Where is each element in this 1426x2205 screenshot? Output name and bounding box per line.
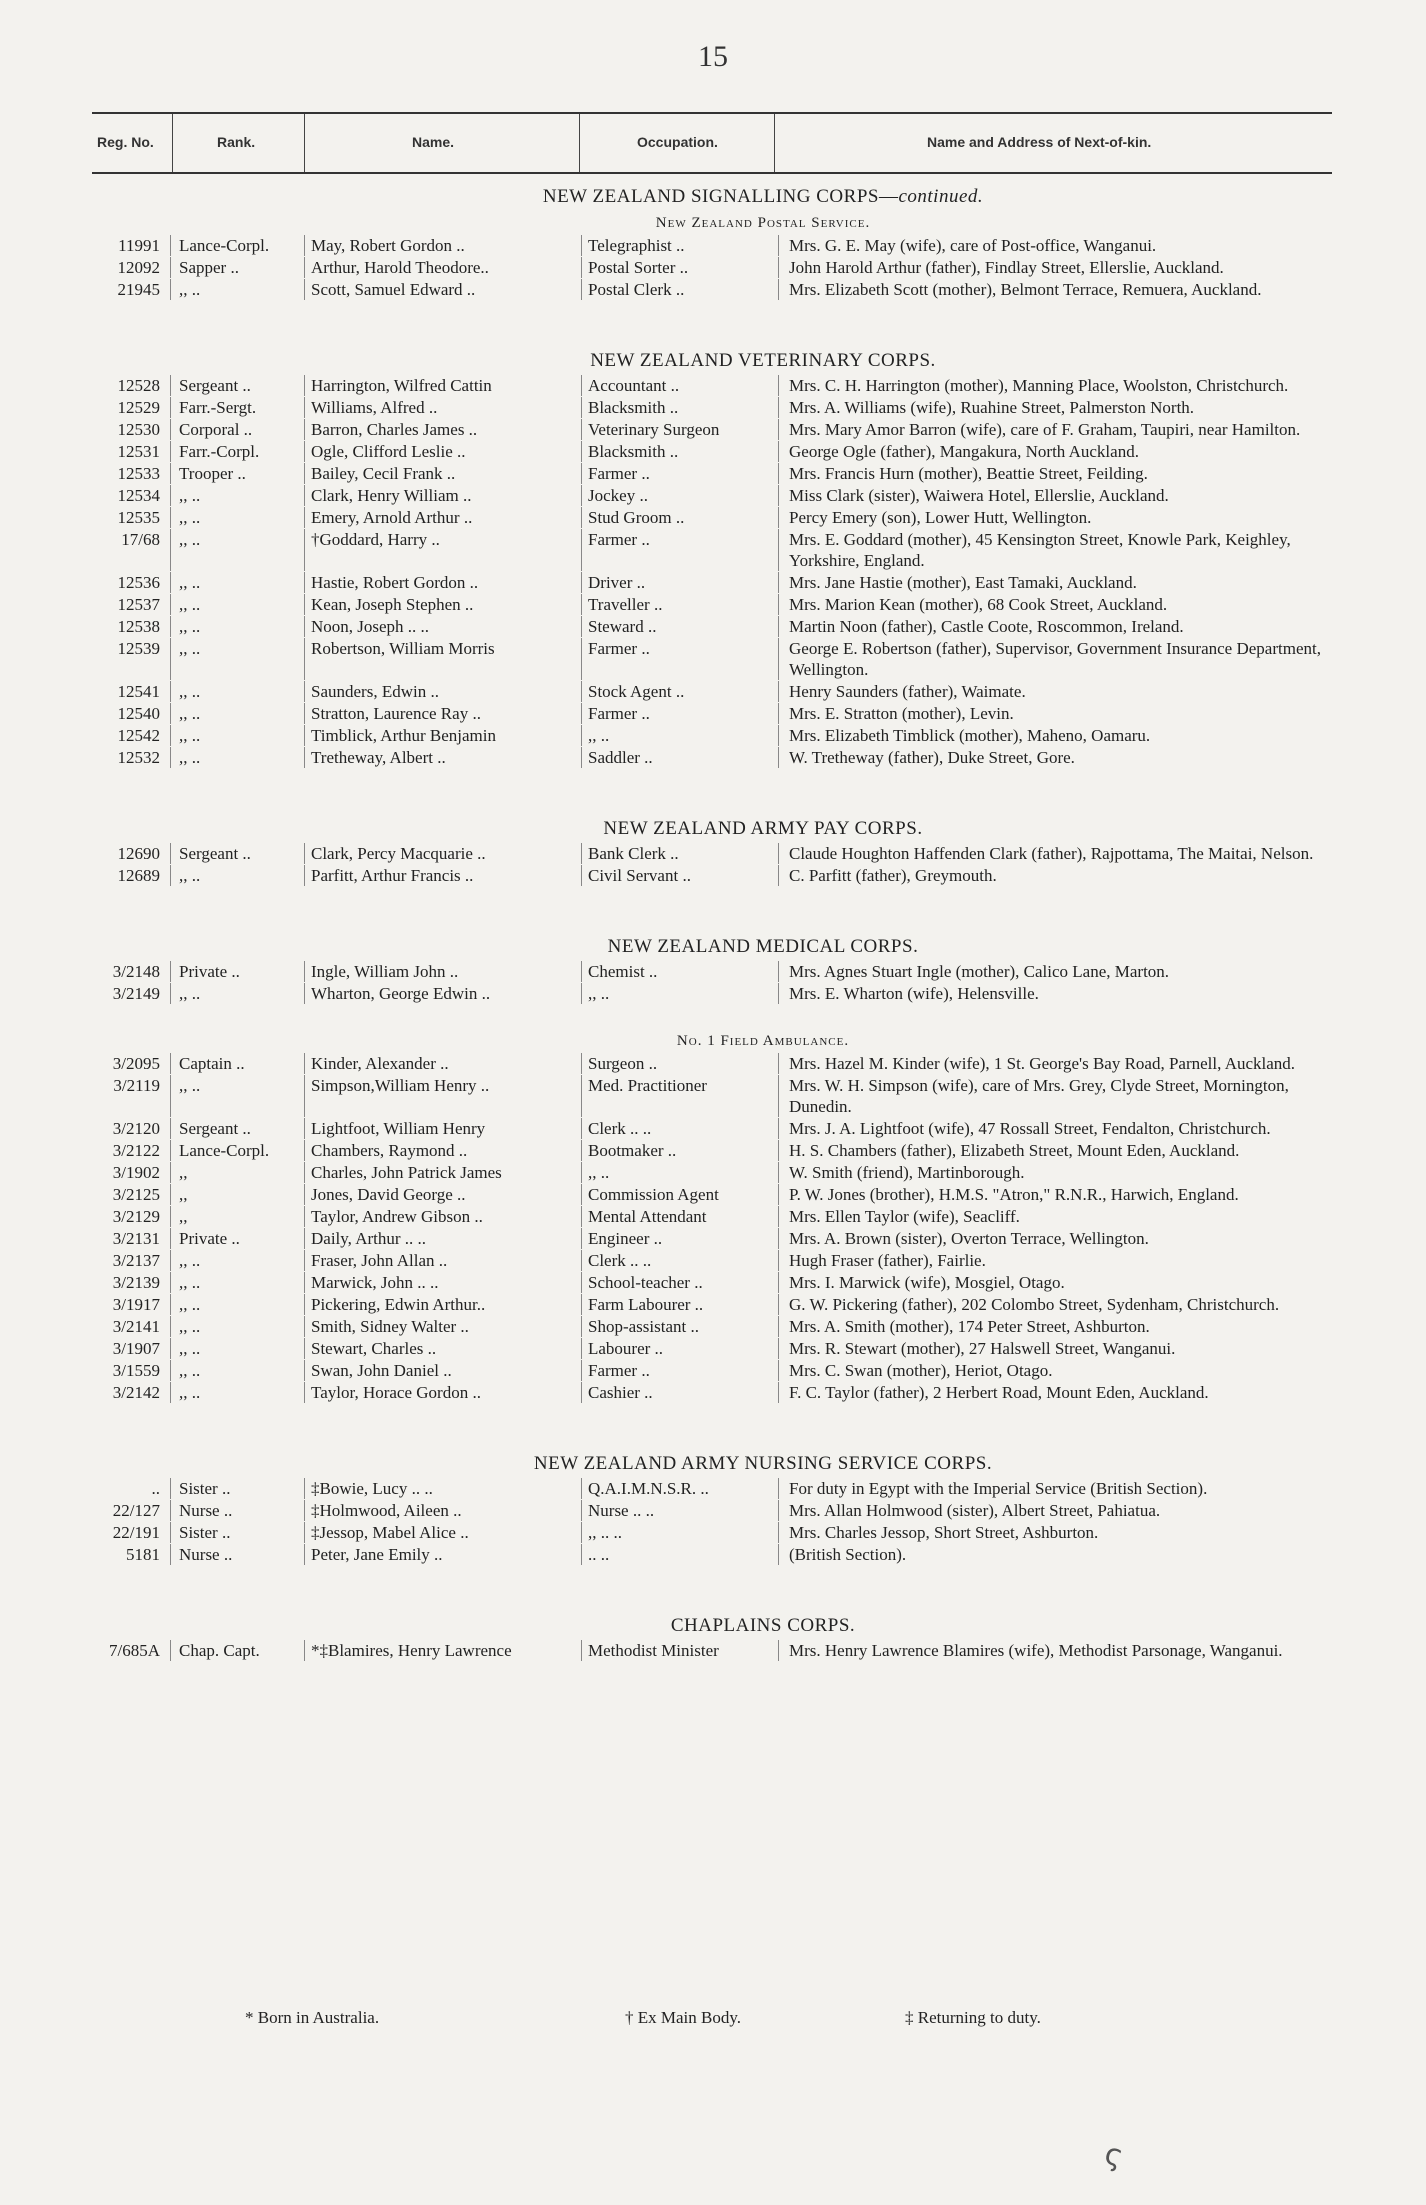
occupation: Stud Groom .. bbox=[581, 507, 778, 528]
rank: Lance-Corpl. bbox=[170, 235, 304, 256]
soldier-name: Lightfoot, William Henry bbox=[304, 1118, 581, 1139]
table-row bbox=[0, 279, 1426, 301]
footnote-returning: ‡ Returning to duty. bbox=[905, 2008, 1041, 2027]
reg-number: 3/2141 bbox=[112, 1317, 160, 1336]
reg-number: 3/2148 bbox=[112, 962, 160, 981]
reg-number: 12537 bbox=[117, 595, 160, 614]
reg-number: 11991 bbox=[118, 236, 160, 255]
rank: Captain .. bbox=[170, 1053, 304, 1074]
next-of-kin: Miss Clark (sister), Waiwera Hotel, Ellerslie, Auckland. bbox=[778, 485, 1354, 506]
occupation: Clerk .. .. bbox=[581, 1250, 778, 1271]
table-row bbox=[0, 529, 1426, 572]
next-of-kin: Mrs. E. Stratton (mother), Levin. bbox=[778, 703, 1354, 724]
soldier-name: Stewart, Charles .. bbox=[304, 1338, 581, 1359]
occupation: Jockey .. bbox=[581, 485, 778, 506]
reg-number: 22/191 bbox=[112, 1523, 160, 1542]
occupation: Farmer .. bbox=[581, 1360, 778, 1381]
table-row bbox=[0, 1500, 1426, 1522]
rank: Nurse .. bbox=[170, 1544, 304, 1565]
table-row bbox=[0, 1316, 1426, 1338]
reg-number: 5181 bbox=[126, 1545, 160, 1564]
occupation: Med. Practitioner bbox=[581, 1075, 778, 1117]
next-of-kin: H. S. Chambers (father), Elizabeth Street, Mount Eden, Auckland. bbox=[778, 1140, 1354, 1161]
occupation: Civil Servant .. bbox=[581, 865, 778, 886]
reg-number: 12531 bbox=[117, 442, 160, 461]
occupation: Stock Agent .. bbox=[581, 681, 778, 702]
occupation: Labourer .. bbox=[581, 1338, 778, 1359]
soldier-name: Wharton, George Edwin .. bbox=[304, 983, 581, 1004]
occupation: Steward .. bbox=[581, 616, 778, 637]
reg-number: 3/2131 bbox=[112, 1229, 160, 1248]
next-of-kin: Claude Houghton Haffenden Clark (father), Rajpottama, The Maitai, Nelson. bbox=[778, 843, 1354, 864]
occupation: School-teacher .. bbox=[581, 1272, 778, 1293]
table-row bbox=[0, 1053, 1426, 1075]
soldier-name: Hastie, Robert Gordon .. bbox=[304, 572, 581, 593]
reg-number: 12535 bbox=[117, 508, 160, 527]
table-row bbox=[0, 1162, 1426, 1184]
reg-number: 17/68 bbox=[121, 530, 160, 549]
reg-number: 12539 bbox=[117, 639, 160, 658]
rank: Sergeant .. bbox=[170, 1118, 304, 1139]
next-of-kin: Mrs. C. Swan (mother), Heriot, Otago. bbox=[778, 1360, 1354, 1381]
table-row bbox=[0, 463, 1426, 485]
section-title: NEW ZEALAND ARMY NURSING SERVICE CORPS. bbox=[533, 1453, 993, 1474]
table-row bbox=[0, 375, 1426, 397]
soldier-name: Swan, John Daniel .. bbox=[304, 1360, 581, 1381]
rank: ,, .. bbox=[170, 485, 304, 506]
rank: ,, .. bbox=[170, 1294, 304, 1315]
next-of-kin: Mrs. E. Wharton (wife), Helensville. bbox=[778, 983, 1354, 1004]
table-row bbox=[0, 1272, 1426, 1294]
rank: ,, .. bbox=[170, 1360, 304, 1381]
soldier-name: Saunders, Edwin .. bbox=[304, 681, 581, 702]
reg-number: 3/2125 bbox=[112, 1185, 160, 1204]
occupation: Saddler .. bbox=[581, 747, 778, 768]
occupation: Farmer .. bbox=[581, 703, 778, 724]
reg-number: 12689 bbox=[117, 866, 160, 885]
soldier-name: Fraser, John Allan .. bbox=[304, 1250, 581, 1271]
next-of-kin: Mrs. Hazel M. Kinder (wife), 1 St. George's Bay Road, Parnell, Auckland. bbox=[778, 1053, 1354, 1074]
reg-number: 12540 bbox=[117, 704, 160, 723]
table-rows bbox=[0, 235, 1426, 301]
next-of-kin: W. Tretheway (father), Duke Street, Gore. bbox=[778, 747, 1354, 768]
table-row bbox=[0, 1522, 1426, 1544]
rank: ,, bbox=[170, 1162, 304, 1183]
rank: Corporal .. bbox=[170, 419, 304, 440]
section-veterinary-corps bbox=[0, 349, 1426, 769]
next-of-kin: Mrs. A. Smith (mother), 174 Peter Street, Ashburton. bbox=[778, 1316, 1354, 1337]
occupation: Farm Labourer .. bbox=[581, 1294, 778, 1315]
occupation: Bootmaker .. bbox=[581, 1140, 778, 1161]
soldier-name: Taylor, Andrew Gibson .. bbox=[304, 1206, 581, 1227]
rank: ,, .. bbox=[170, 1272, 304, 1293]
next-of-kin: P. W. Jones (brother), H.M.S. "Atron," R.N.R., Harwich, England. bbox=[778, 1184, 1354, 1205]
reg-number: 12529 bbox=[117, 398, 160, 417]
reg-number: 12092 bbox=[117, 258, 160, 277]
rank: Chap. Capt. bbox=[170, 1640, 304, 1661]
soldier-name: Noon, Joseph .. .. bbox=[304, 616, 581, 637]
rank: Lance-Corpl. bbox=[170, 1140, 304, 1161]
occupation: Engineer .. bbox=[581, 1228, 778, 1249]
rank: ,, .. bbox=[170, 1250, 304, 1271]
table-row bbox=[0, 572, 1426, 594]
section-subtitle: New Zealand Postal Service. bbox=[655, 215, 871, 231]
reg-number: 21945 bbox=[117, 280, 160, 299]
footnote-born-australia: * Born in Australia. bbox=[245, 2008, 380, 2027]
table-rows bbox=[0, 375, 1426, 769]
rank: ,, .. bbox=[170, 638, 304, 680]
rank: ,, .. bbox=[170, 279, 304, 300]
soldier-name: Clark, Henry William .. bbox=[304, 485, 581, 506]
reg-number: 12542 bbox=[117, 726, 160, 745]
soldier-name: Kinder, Alexander .. bbox=[304, 1053, 581, 1074]
next-of-kin: Mrs. Jane Hastie (mother), East Tamaki, Auckland. bbox=[778, 572, 1354, 593]
section-title: NEW ZEALAND ARMY PAY CORPS. bbox=[603, 818, 923, 839]
soldier-name: Jones, David George .. bbox=[304, 1184, 581, 1205]
section-chaplains-corps bbox=[0, 1614, 1426, 1662]
soldier-name: †Goddard, Harry .. bbox=[304, 529, 581, 571]
reg-number: 12533 bbox=[117, 464, 160, 483]
soldier-name: Parfitt, Arthur Francis .. bbox=[304, 865, 581, 886]
soldier-name: Smith, Sidney Walter .. bbox=[304, 1316, 581, 1337]
occupation: .. .. bbox=[581, 1544, 778, 1565]
next-of-kin: Mrs. Agnes Stuart Ingle (mother), Calico Lane, Marton. bbox=[778, 961, 1354, 982]
section-title: NEW ZEALAND VETERINARY CORPS. bbox=[590, 350, 936, 371]
table-row bbox=[0, 1640, 1426, 1662]
rank: ,, .. bbox=[170, 1075, 304, 1117]
next-of-kin: Mrs. C. H. Harrington (mother), Manning Place, Woolston, Christchurch. bbox=[778, 375, 1354, 396]
soldier-name: Clark, Percy Macquarie .. bbox=[304, 843, 581, 864]
soldier-name: Scott, Samuel Edward .. bbox=[304, 279, 581, 300]
reg-number: 3/2119 bbox=[113, 1076, 160, 1095]
table-rows bbox=[0, 961, 1426, 1005]
next-of-kin: Mrs. J. A. Lightfoot (wife), 47 Rossall Street, Fendalton, Christchurch. bbox=[778, 1118, 1354, 1139]
next-of-kin: F. C. Taylor (father), 2 Herbert Road, Mount Eden, Auckland. bbox=[778, 1382, 1354, 1403]
soldier-name: Chambers, Raymond .. bbox=[304, 1140, 581, 1161]
pencil-mark: ς bbox=[1100, 2136, 1127, 2175]
table-row bbox=[0, 419, 1426, 441]
table-row bbox=[0, 1140, 1426, 1162]
reg-number: 3/2120 bbox=[112, 1119, 160, 1138]
header-next-of-kin: Name and Address of Next-of-kin. bbox=[927, 134, 1152, 150]
next-of-kin: Mrs. A. Williams (wife), Ruahine Street, Palmerston North. bbox=[778, 397, 1354, 418]
reg-number: 12530 bbox=[117, 420, 160, 439]
soldier-name: Charles, John Patrick James bbox=[304, 1162, 581, 1183]
reg-number: .. bbox=[151, 1479, 160, 1498]
table-row bbox=[0, 1206, 1426, 1228]
table-row bbox=[0, 983, 1426, 1005]
soldier-name: Ogle, Clifford Leslie .. bbox=[304, 441, 581, 462]
rank: ,, .. bbox=[170, 1382, 304, 1403]
table-row bbox=[0, 257, 1426, 279]
next-of-kin: George E. Robertson (father), Supervisor, Government Insurance Department, Wellington. bbox=[778, 638, 1354, 680]
next-of-kin: Mrs. E. Goddard (mother), 45 Kensington Street, Knowle Park, Keighley, Yorkshire, England. bbox=[778, 529, 1354, 571]
occupation: Clerk .. .. bbox=[581, 1118, 778, 1139]
table-row bbox=[0, 1338, 1426, 1360]
reg-number: 12690 bbox=[117, 844, 160, 863]
occupation: Farmer .. bbox=[581, 463, 778, 484]
soldier-name: ‡Jessop, Mabel Alice .. bbox=[304, 1522, 581, 1543]
soldier-name: Harrington, Wilfred Cattin bbox=[304, 375, 581, 396]
table-row bbox=[0, 441, 1426, 463]
soldier-name: *‡Blamires, Henry Lawrence bbox=[304, 1640, 581, 1661]
table-row bbox=[0, 507, 1426, 529]
section-nursing-service-corps bbox=[0, 1452, 1426, 1566]
reg-number: 12528 bbox=[117, 376, 160, 395]
table-row bbox=[0, 1075, 1426, 1118]
table-row bbox=[0, 1294, 1426, 1316]
rank: ,, .. bbox=[170, 594, 304, 615]
next-of-kin: Mrs. Henry Lawrence Blamires (wife), Methodist Parsonage, Wanganui. bbox=[778, 1640, 1354, 1661]
soldier-name: May, Robert Gordon .. bbox=[304, 235, 581, 256]
occupation: Commission Agent bbox=[581, 1184, 778, 1205]
section-title: NEW ZEALAND SIGNALLING CORPS—continued. bbox=[542, 186, 984, 207]
rank: ,, .. bbox=[170, 865, 304, 886]
rank: ,, .. bbox=[170, 572, 304, 593]
reg-number: 12536 bbox=[117, 573, 160, 592]
register-content bbox=[0, 185, 1426, 1710]
table-rows bbox=[0, 1640, 1426, 1662]
occupation: Accountant .. bbox=[581, 375, 778, 396]
next-of-kin: Mrs. Elizabeth Scott (mother), Belmont Terrace, Remuera, Auckland. bbox=[778, 279, 1354, 300]
soldier-name: Barron, Charles James .. bbox=[304, 419, 581, 440]
next-of-kin: (British Section). bbox=[778, 1544, 1354, 1565]
reg-number: 3/1559 bbox=[112, 1361, 160, 1380]
next-of-kin: Mrs. R. Stewart (mother), 27 Halswell Street, Wanganui. bbox=[778, 1338, 1354, 1359]
occupation: Postal Sorter .. bbox=[581, 257, 778, 278]
reg-number: 3/2122 bbox=[112, 1141, 160, 1160]
table-row bbox=[0, 616, 1426, 638]
occupation: Shop-assistant .. bbox=[581, 1316, 778, 1337]
occupation: Chemist .. bbox=[581, 961, 778, 982]
table-row bbox=[0, 235, 1426, 257]
soldier-name: Kean, Joseph Stephen .. bbox=[304, 594, 581, 615]
next-of-kin: For duty in Egypt with the Imperial Service (British Section). bbox=[778, 1478, 1354, 1499]
soldier-name: Pickering, Edwin Arthur.. bbox=[304, 1294, 581, 1315]
table-row bbox=[0, 594, 1426, 616]
reg-number: 12532 bbox=[117, 748, 160, 767]
rank: ,, bbox=[170, 1184, 304, 1205]
soldier-name: Simpson,William Henry .. bbox=[304, 1075, 581, 1117]
rank: ,, .. bbox=[170, 747, 304, 768]
next-of-kin: Mrs. Elizabeth Timblick (mother), Maheno, Oamaru. bbox=[778, 725, 1354, 746]
soldier-name: Arthur, Harold Theodore.. bbox=[304, 257, 581, 278]
next-of-kin: Mrs. G. E. May (wife), care of Post-office, Wanganui. bbox=[778, 235, 1354, 256]
reg-number: 3/1907 bbox=[112, 1339, 160, 1358]
occupation: Postal Clerk .. bbox=[581, 279, 778, 300]
table-row bbox=[0, 843, 1426, 865]
soldier-name: Timblick, Arthur Benjamin bbox=[304, 725, 581, 746]
table-row bbox=[0, 485, 1426, 507]
occupation: Surgeon .. bbox=[581, 1053, 778, 1074]
rank: Sapper .. bbox=[170, 257, 304, 278]
rank: ,, bbox=[170, 1206, 304, 1227]
reg-number: 3/2137 bbox=[112, 1251, 160, 1270]
next-of-kin: George Ogle (father), Mangakura, North Auckland. bbox=[778, 441, 1354, 462]
reg-number: 12541 bbox=[117, 682, 160, 701]
header-name: Name. bbox=[412, 134, 455, 150]
table-row bbox=[0, 1250, 1426, 1272]
table-header bbox=[92, 112, 1332, 174]
next-of-kin: Mrs. I. Marwick (wife), Mosgiel, Otago. bbox=[778, 1272, 1354, 1293]
occupation: Methodist Minister bbox=[581, 1640, 778, 1661]
reg-number: 12538 bbox=[117, 617, 160, 636]
soldier-name: Peter, Jane Emily .. bbox=[304, 1544, 581, 1565]
soldier-name: Tretheway, Albert .. bbox=[304, 747, 581, 768]
next-of-kin: Mrs. Allan Holmwood (sister), Albert Street, Pahiatua. bbox=[778, 1500, 1354, 1521]
next-of-kin: Mrs. Mary Amor Barron (wife), care of F. Graham, Taupiri, near Hamilton. bbox=[778, 419, 1354, 440]
rank: ,, .. bbox=[170, 983, 304, 1004]
reg-number: 3/2139 bbox=[112, 1273, 160, 1292]
reg-number: 3/1902 bbox=[112, 1163, 160, 1182]
next-of-kin: John Harold Arthur (father), Findlay Street, Ellerslie, Auckland. bbox=[778, 257, 1354, 278]
next-of-kin: W. Smith (friend), Martinborough. bbox=[778, 1162, 1354, 1183]
rank: ,, .. bbox=[170, 616, 304, 637]
occupation: ,, .. bbox=[581, 1162, 778, 1183]
reg-number: 3/2142 bbox=[112, 1383, 160, 1402]
soldier-name: Taylor, Horace Gordon .. bbox=[304, 1382, 581, 1403]
table-row bbox=[0, 961, 1426, 983]
soldier-name: Emery, Arnold Arthur .. bbox=[304, 507, 581, 528]
table-rows bbox=[0, 843, 1426, 887]
rank: Sergeant .. bbox=[170, 375, 304, 396]
occupation: Cashier .. bbox=[581, 1382, 778, 1403]
section-subtitle: No. 1 Field Ambulance. bbox=[676, 1033, 850, 1049]
table-row bbox=[0, 747, 1426, 769]
occupation: Farmer .. bbox=[581, 638, 778, 680]
table-row bbox=[0, 1478, 1426, 1500]
table-row bbox=[0, 865, 1426, 887]
rank: Trooper .. bbox=[170, 463, 304, 484]
next-of-kin: Mrs. Charles Jessop, Short Street, Ashburton. bbox=[778, 1522, 1354, 1543]
occupation: ,, .. bbox=[581, 983, 778, 1004]
table-row bbox=[0, 681, 1426, 703]
occupation: Mental Attendant bbox=[581, 1206, 778, 1227]
header-rank: Rank. bbox=[217, 134, 256, 150]
soldier-name: Daily, Arthur .. .. bbox=[304, 1228, 581, 1249]
rank: Farr.-Sergt. bbox=[170, 397, 304, 418]
table-row bbox=[0, 397, 1426, 419]
rank: ,, .. bbox=[170, 681, 304, 702]
reg-number: 3/2149 bbox=[112, 984, 160, 1003]
table-rows bbox=[0, 1053, 1426, 1404]
soldier-name: ‡Bowie, Lucy .. .. bbox=[304, 1478, 581, 1499]
next-of-kin: G. W. Pickering (father), 202 Colombo Street, Sydenham, Christchurch. bbox=[778, 1294, 1354, 1315]
next-of-kin: Mrs. W. H. Simpson (wife), care of Mrs. Grey, Clyde Street, Mornington, Dunedin. bbox=[778, 1075, 1354, 1117]
rank: ,, .. bbox=[170, 1316, 304, 1337]
rank: ,, .. bbox=[170, 1338, 304, 1359]
occupation: Blacksmith .. bbox=[581, 441, 778, 462]
occupation: Q.A.I.M.N.S.R. .. bbox=[581, 1478, 778, 1499]
soldier-name: Marwick, John .. .. bbox=[304, 1272, 581, 1293]
reg-number: 22/127 bbox=[112, 1501, 160, 1520]
rank: Farr.-Corpl. bbox=[170, 441, 304, 462]
table-row bbox=[0, 1360, 1426, 1382]
table-row bbox=[0, 1228, 1426, 1250]
occupation: Farmer .. bbox=[581, 529, 778, 571]
table-row bbox=[0, 638, 1426, 681]
next-of-kin: Hugh Fraser (father), Fairlie. bbox=[778, 1250, 1354, 1271]
footnote-main-body: † Ex Main Body. bbox=[625, 2008, 742, 2027]
header-occupation: Occupation. bbox=[637, 134, 718, 150]
next-of-kin: C. Parfitt (father), Greymouth. bbox=[778, 865, 1354, 886]
page-number: 15 bbox=[698, 40, 728, 73]
section-army-pay-corps bbox=[0, 817, 1426, 887]
rank: Private .. bbox=[170, 961, 304, 982]
header-reg-no: Reg. No. bbox=[97, 134, 154, 150]
soldier-name: ‡Holmwood, Aileen .. bbox=[304, 1500, 581, 1521]
rank: ,, .. bbox=[170, 529, 304, 571]
rank: Sergeant .. bbox=[170, 843, 304, 864]
next-of-kin: Percy Emery (son), Lower Hutt, Wellington. bbox=[778, 507, 1354, 528]
table-row bbox=[0, 1184, 1426, 1206]
occupation: Nurse .. .. bbox=[581, 1500, 778, 1521]
rank: ,, .. bbox=[170, 507, 304, 528]
table-row bbox=[0, 703, 1426, 725]
occupation: ,, .. bbox=[581, 725, 778, 746]
soldier-name: Ingle, William John .. bbox=[304, 961, 581, 982]
section-signalling-corps bbox=[0, 185, 1426, 301]
next-of-kin: Mrs. A. Brown (sister), Overton Terrace, Wellington. bbox=[778, 1228, 1354, 1249]
occupation: Veterinary Surgeon bbox=[581, 419, 778, 440]
table-row bbox=[0, 725, 1426, 747]
soldier-name: Bailey, Cecil Frank .. bbox=[304, 463, 581, 484]
occupation: Traveller .. bbox=[581, 594, 778, 615]
section-title: CHAPLAINS CORPS. bbox=[670, 1615, 856, 1636]
occupation: Telegraphist .. bbox=[581, 235, 778, 256]
table-row bbox=[0, 1382, 1426, 1404]
reg-number: 12534 bbox=[117, 486, 160, 505]
rank: Sister .. bbox=[170, 1478, 304, 1499]
reg-number: 3/1917 bbox=[112, 1295, 160, 1314]
next-of-kin: Martin Noon (father), Castle Coote, Roscommon, Ireland. bbox=[778, 616, 1354, 637]
occupation: Driver .. bbox=[581, 572, 778, 593]
rank: Sister .. bbox=[170, 1522, 304, 1543]
rank: Private .. bbox=[170, 1228, 304, 1249]
occupation: ,, .. .. bbox=[581, 1522, 778, 1543]
soldier-name: Robertson, William Morris bbox=[304, 638, 581, 680]
reg-number: 7/685A bbox=[109, 1641, 160, 1660]
rank: ,, .. bbox=[170, 703, 304, 724]
next-of-kin: Henry Saunders (father), Waimate. bbox=[778, 681, 1354, 702]
reg-number: 3/2095 bbox=[112, 1054, 160, 1073]
occupation: Bank Clerk .. bbox=[581, 843, 778, 864]
reg-number: 3/2129 bbox=[112, 1207, 160, 1226]
next-of-kin: Mrs. Ellen Taylor (wife), Seacliff. bbox=[778, 1206, 1354, 1227]
next-of-kin: Mrs. Francis Hurn (mother), Beattie Street, Feilding. bbox=[778, 463, 1354, 484]
table-row bbox=[0, 1118, 1426, 1140]
rank: ,, .. bbox=[170, 725, 304, 746]
rank: Nurse .. bbox=[170, 1500, 304, 1521]
soldier-name: Stratton, Laurence Ray .. bbox=[304, 703, 581, 724]
next-of-kin: Mrs. Marion Kean (mother), 68 Cook Street, Auckland. bbox=[778, 594, 1354, 615]
table-row bbox=[0, 1544, 1426, 1566]
section-medical-corps bbox=[0, 935, 1426, 1404]
soldier-name: Williams, Alfred .. bbox=[304, 397, 581, 418]
section-title: NEW ZEALAND MEDICAL CORPS. bbox=[607, 936, 919, 957]
table-rows bbox=[0, 1478, 1426, 1566]
occupation: Blacksmith .. bbox=[581, 397, 778, 418]
